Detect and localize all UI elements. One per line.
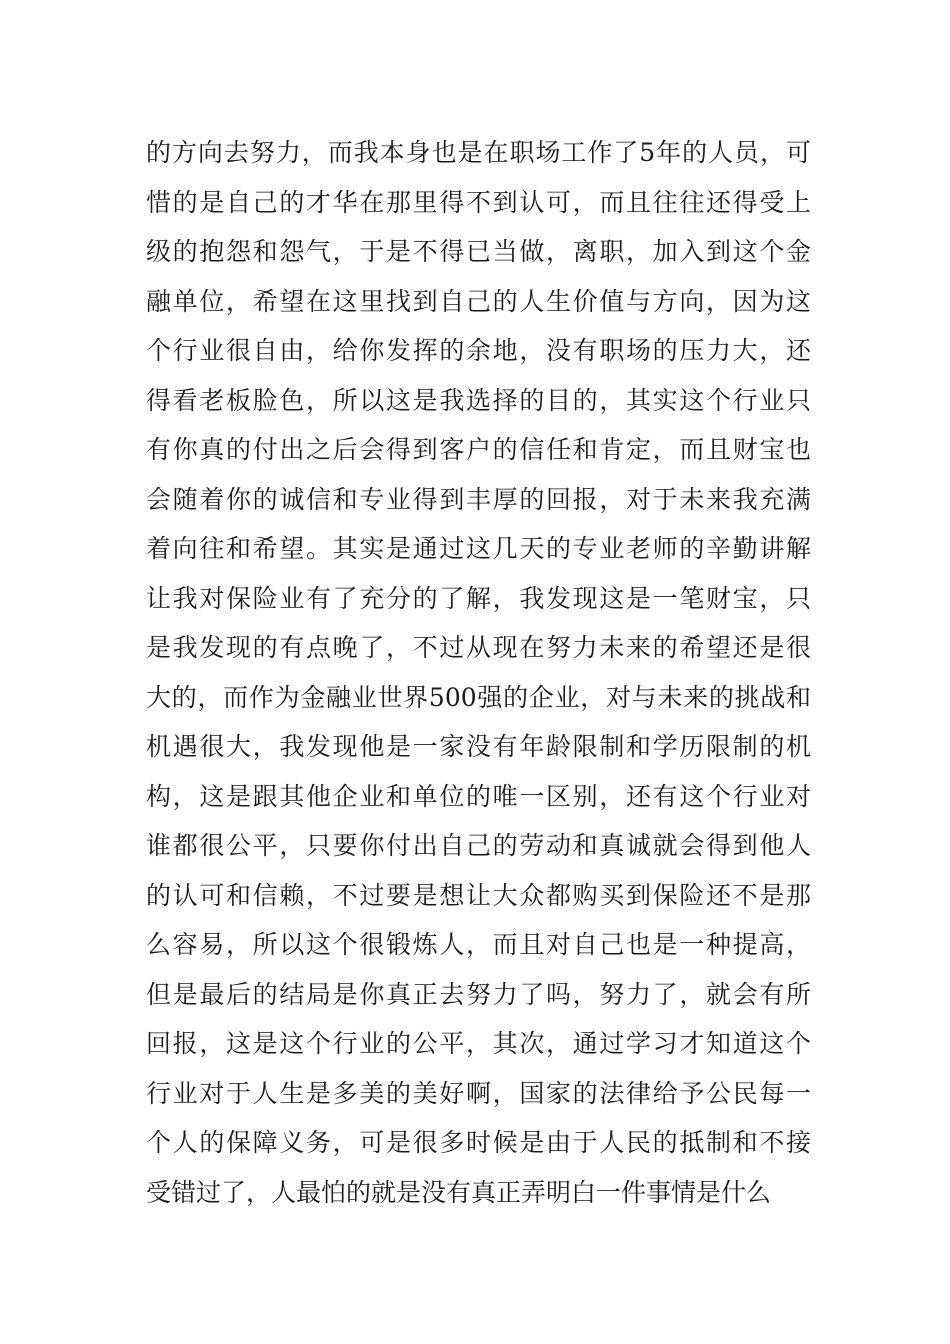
text-line: 级的抱怨和怨气，于是不得已当做，离职，加入到这个金 [146,237,811,266]
text-line: 个人的保障义务，可是很多时候是由于人民的抵制和不接 [146,1128,811,1157]
text-line: 惜的是自己的才华在那里得不到认可，而且往往还得受上 [146,187,811,217]
body-text [146,128,811,1217]
text-line: 回报，这是这个行业的公平，其次，通过学习才知道这个 [146,1029,811,1058]
text-line: 构，这是跟其他企业和单位的唯一区别，还有这个行业对 [146,781,811,811]
text-line: 受错过了，人最怕的就是没有真正弄明白一件事情是什么 [146,1177,772,1207]
text-line: 的方向去努力，而我本身也是在职场工作了5年的人员，可 [146,138,811,167]
text-line: 得看老板脸色，所以这是我选择的目的，其实这个行业只 [146,385,811,415]
text-line: 融单位，希望在这里找到自己的人生价值与方向，因为这 [146,286,811,316]
text-line: 会随着你的诚信和专业得到丰厚的回报，对于未来我充满 [146,484,811,514]
text-line: 行业对于人生是多美的美好啊，国家的法律给予公民每一 [146,1078,811,1108]
text-line: 么容易，所以这个很锻炼人，而且对自己也是一种提高， [146,930,811,959]
text-line: 是我发现的有点晚了，不过从现在努力未来的希望还是很 [146,633,811,662]
text-line: 但是最后的结局是你真正去努力了吗，努力了，就会有所 [146,979,811,1009]
text-line: 机遇很大，我发现他是一家没有年龄限制和学历限制的机 [146,732,811,761]
text-line: 有你真的付出之后会得到客户的信任和肯定，而且财宝也 [146,435,811,464]
text-line: 大的，而作为金融业世界500强的企业，对与未来的挑战和 [146,682,811,712]
text-line: 谁都很公平，只要你付出自己的劳动和真诚就会得到他人 [146,831,811,860]
text-line: 的认可和信赖，不过要是想让大众都购买到保险还不是那 [146,880,811,910]
text-line: 着向往和希望。其实是通过这几天的专业老师的辛勤讲解 [146,534,811,563]
text-line: 个行业很自由，给你发挥的余地，没有职场的压力大，还 [146,336,811,365]
text-line: 让我对保险业有了充分的了解，我发现这是一笔财宝，只 [146,583,811,613]
